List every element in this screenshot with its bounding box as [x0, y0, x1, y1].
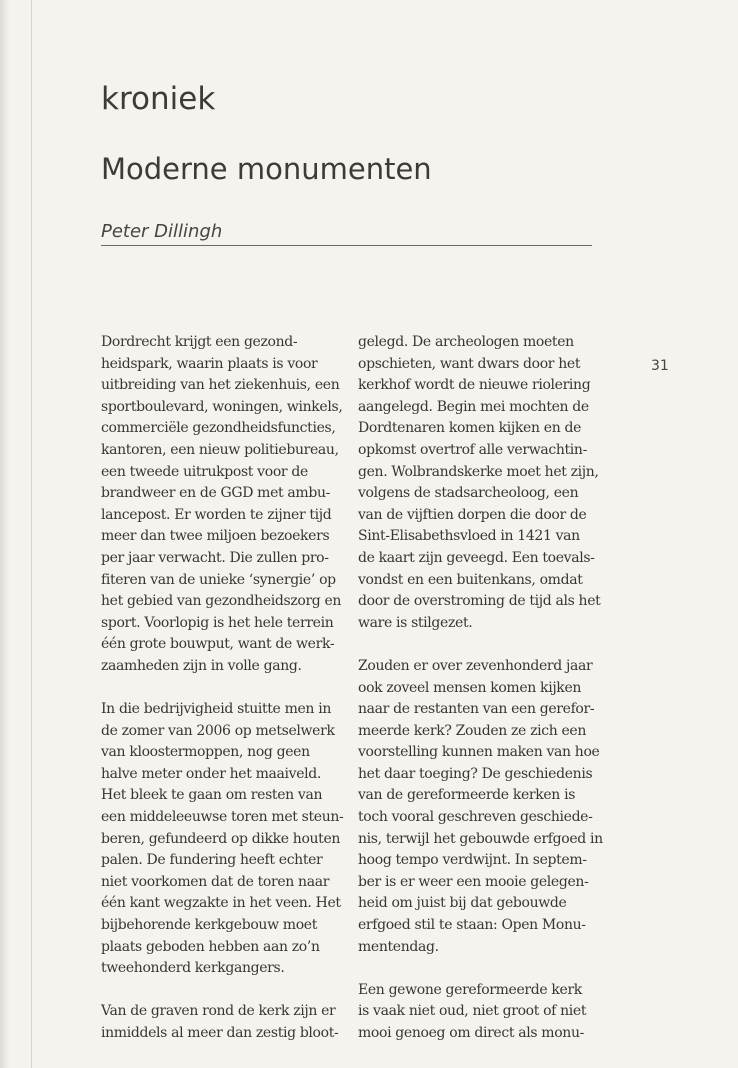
text-line: palen. De fundering heeft echter — [101, 852, 323, 869]
text-line: toch vooral geschreven geschiede- — [358, 809, 593, 826]
text-line: Zouden er over zevenhonderd jaar — [358, 657, 593, 674]
text-line: gelegd. De archeologen moeten — [358, 334, 574, 350]
text-line: Sint-Elisabethsvloed in 1421 van — [358, 528, 580, 545]
text-line: heidspark, waarin plaats is voor — [101, 355, 318, 372]
text-line: fiteren van de unieke ‘synergie’ op — [101, 571, 336, 588]
text-line: sportboulevard, woningen, winkels, — [101, 398, 343, 415]
text-line: kerkhof wordt de nieuwe riolering — [358, 377, 591, 394]
page-binding-line — [31, 0, 32, 1068]
text-line: mooi genoeg om direct als monu- — [358, 1025, 585, 1041]
text-line: hoog tempo verdwijnt. In septem- — [358, 852, 587, 869]
text-line: de zomer van 2006 op metselwerk — [101, 722, 335, 739]
paragraph-gap — [358, 634, 598, 656]
text-line: nis, terwijl het gebouwde erfgoed in — [358, 830, 603, 847]
text-line: het gebied van gezondheidszorg en — [101, 593, 342, 610]
text-line: mentendag. — [358, 938, 439, 955]
text-line: de kaart zijn geveegd. Een toevals- — [358, 549, 595, 566]
text-line: zaamheden zijn in volle gang. — [101, 657, 302, 674]
text-line: van de gereformeerde kerken is — [358, 787, 576, 804]
page-number: 31 — [651, 358, 669, 374]
text-line: In die bedrijvigheid stuitte men in — [101, 701, 331, 718]
text-line: Dordrecht krijgt een gezond- — [101, 334, 298, 350]
text-line: opschieten, want dwars door het — [358, 355, 581, 372]
paragraph-gap — [101, 678, 337, 700]
text-line: Een gewone gereformeerde kerk — [358, 981, 582, 998]
paragraph-gap — [358, 958, 598, 980]
text-line: sport. Voorlopig is het hele terrein — [101, 614, 334, 631]
text-line: lancepost. Er worden te zijner tijd — [101, 506, 332, 523]
text-line: halve meter onder het maaiveld. — [101, 765, 321, 782]
text-line: meerde kerk? Zouden ze zich een — [358, 722, 587, 739]
text-line: één grote bouwput, want de werk- — [101, 636, 335, 653]
text-line: meer dan twee miljoen bezoekers — [101, 528, 330, 545]
text-column-right — [358, 332, 603, 1045]
text-line: is vaak niet oud, niet groot of niet — [358, 1003, 587, 1020]
text-line: heid om juist bij dat gebouwde — [358, 895, 567, 912]
text-line: uitbreiding van het ziekenhuis, een — [101, 377, 340, 394]
text-line: een tweede uitrukpost voor de — [101, 463, 308, 480]
text-line: inmiddels al meer dan zestig bloot- — [101, 1025, 339, 1041]
text-line: commerciële gezondheidsfuncties, — [101, 420, 336, 437]
text-line: van kloostermoppen, nog geen — [101, 744, 310, 761]
text-line: Dordtenaren komen kijken en de — [358, 420, 582, 437]
text-line: tweehonderd kerkgangers. — [101, 960, 285, 977]
text-line: door de overstroming de tijd als het — [358, 593, 601, 610]
text-line: plaats geboden hebben aan zo’n — [101, 938, 320, 955]
section-label: kroniek — [101, 81, 216, 117]
text-line: opkomst overtrof alle verwachtin- — [358, 441, 587, 458]
text-column-left — [101, 332, 344, 1045]
text-line: aangelegd. Begin mei mochten de — [358, 398, 589, 415]
text-line: één kant wegzakte in het veen. Het — [101, 895, 341, 912]
text-line: Het bleek te gaan om resten van — [101, 787, 323, 804]
text-line: van de vijftien dorpen die door de — [358, 506, 587, 523]
text-line: brandweer en de GGD met ambu- — [101, 485, 330, 502]
text-line: ware is stilgezet. — [358, 614, 473, 631]
text-line: Van de graven rond de kerk zijn er — [101, 1003, 336, 1020]
text-line: volgens de stadsarcheoloog, een — [358, 485, 579, 502]
title-rule — [101, 245, 592, 246]
text-line: erfgoed stil te staan: Open Monu- — [358, 917, 586, 934]
text-line: naar de restanten van een gerefor- — [358, 701, 595, 718]
text-line: niet voorkomen dat de toren naar — [101, 873, 330, 890]
paragraph-gap — [101, 980, 337, 1002]
text-line: kantoren, een nieuw politiebureau, — [101, 441, 339, 458]
author-name: Peter Dillingh — [101, 221, 223, 242]
article-title: Moderne monumenten — [101, 152, 432, 186]
text-line: vondst en een buitenkans, omdat — [358, 571, 583, 588]
text-line: per jaar verwacht. Die zullen pro- — [101, 549, 329, 566]
text-line: ook zoveel mensen komen kijken — [358, 679, 582, 696]
text-line: het daar toeging? De geschiedenis — [358, 765, 593, 782]
text-line: beren, gefundeerd op dikke houten — [101, 830, 341, 847]
text-line: een middeleeuwse toren met steun- — [101, 809, 344, 826]
page-binding-shadow — [0, 0, 10, 1068]
text-line: bijbehorende kerkgebouw moet — [101, 917, 318, 934]
text-line: voorstelling kunnen maken van hoe — [358, 744, 600, 761]
text-line: gen. Wolbrandskerke moet het zijn, — [358, 463, 599, 480]
text-line: ber is er weer een mooie gelegen- — [358, 873, 589, 890]
